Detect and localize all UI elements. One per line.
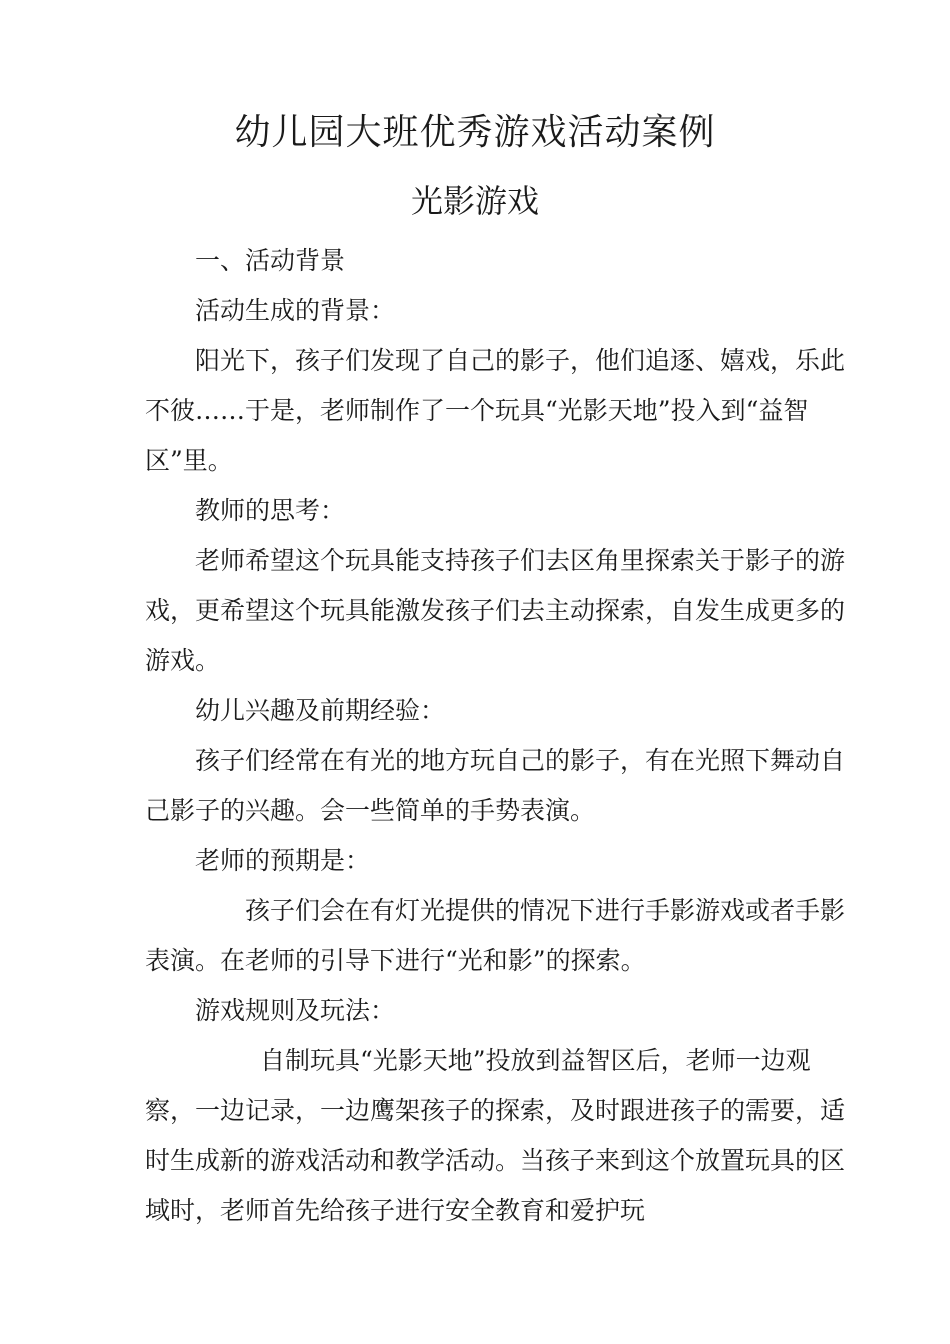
subheading-expectation: 老师的预期是： (195, 846, 371, 875)
paragraph-interest-experience: 孩子们经常在有光的地方玩自己的影子，有在光照下舞动自己影子的兴趣。会一些简单的手势表演。 (145, 746, 846, 825)
paragraph-origin: 阳光下，孩子们发现了自己的影子，他们追逐、嬉戏，乐此不彼……于是，老师制作了一个玩具“光影天地”投入到“益智区”里。 (145, 346, 846, 475)
subheading-origin: 活动生成的背景： (195, 296, 396, 325)
subheading-rules: 游戏规则及玩法： (195, 996, 396, 1025)
subheading-teacher-thoughts: 教师的思考： (195, 496, 346, 525)
paragraph-expectation: 孩子们会在有灯光提供的情况下进行手影游戏或者手影表演。在老师的引导下进行“光和影”的探索。 (145, 896, 846, 975)
section-heading-background: 一、活动背景 (195, 246, 346, 275)
subheading-interest-experience: 幼儿兴趣及前期经验： (195, 696, 446, 725)
paragraph-teacher-thoughts: 老师希望这个玩具能支持孩子们去区角里探索关于影子的游戏，更希望这个玩具能激发孩子们去主动探索，自发生成更多的游戏。 (145, 546, 846, 675)
document-title: 幼儿园大班优秀游戏活动案例 (234, 112, 716, 153)
paragraph-rules: 自制玩具“光影天地”投放到益智区后，老师一边观察，一边记录，一边鹰架孩子的探索，及时跟进孩子的需要，适时生成新的游戏活动和教学活动。当孩子来到这个放置玩具的区域时，老师首先给孩子进行安全教育和爱护玩 (145, 1046, 846, 1225)
document-body (145, 236, 845, 1236)
document-subtitle: 光影游戏 (410, 182, 539, 220)
